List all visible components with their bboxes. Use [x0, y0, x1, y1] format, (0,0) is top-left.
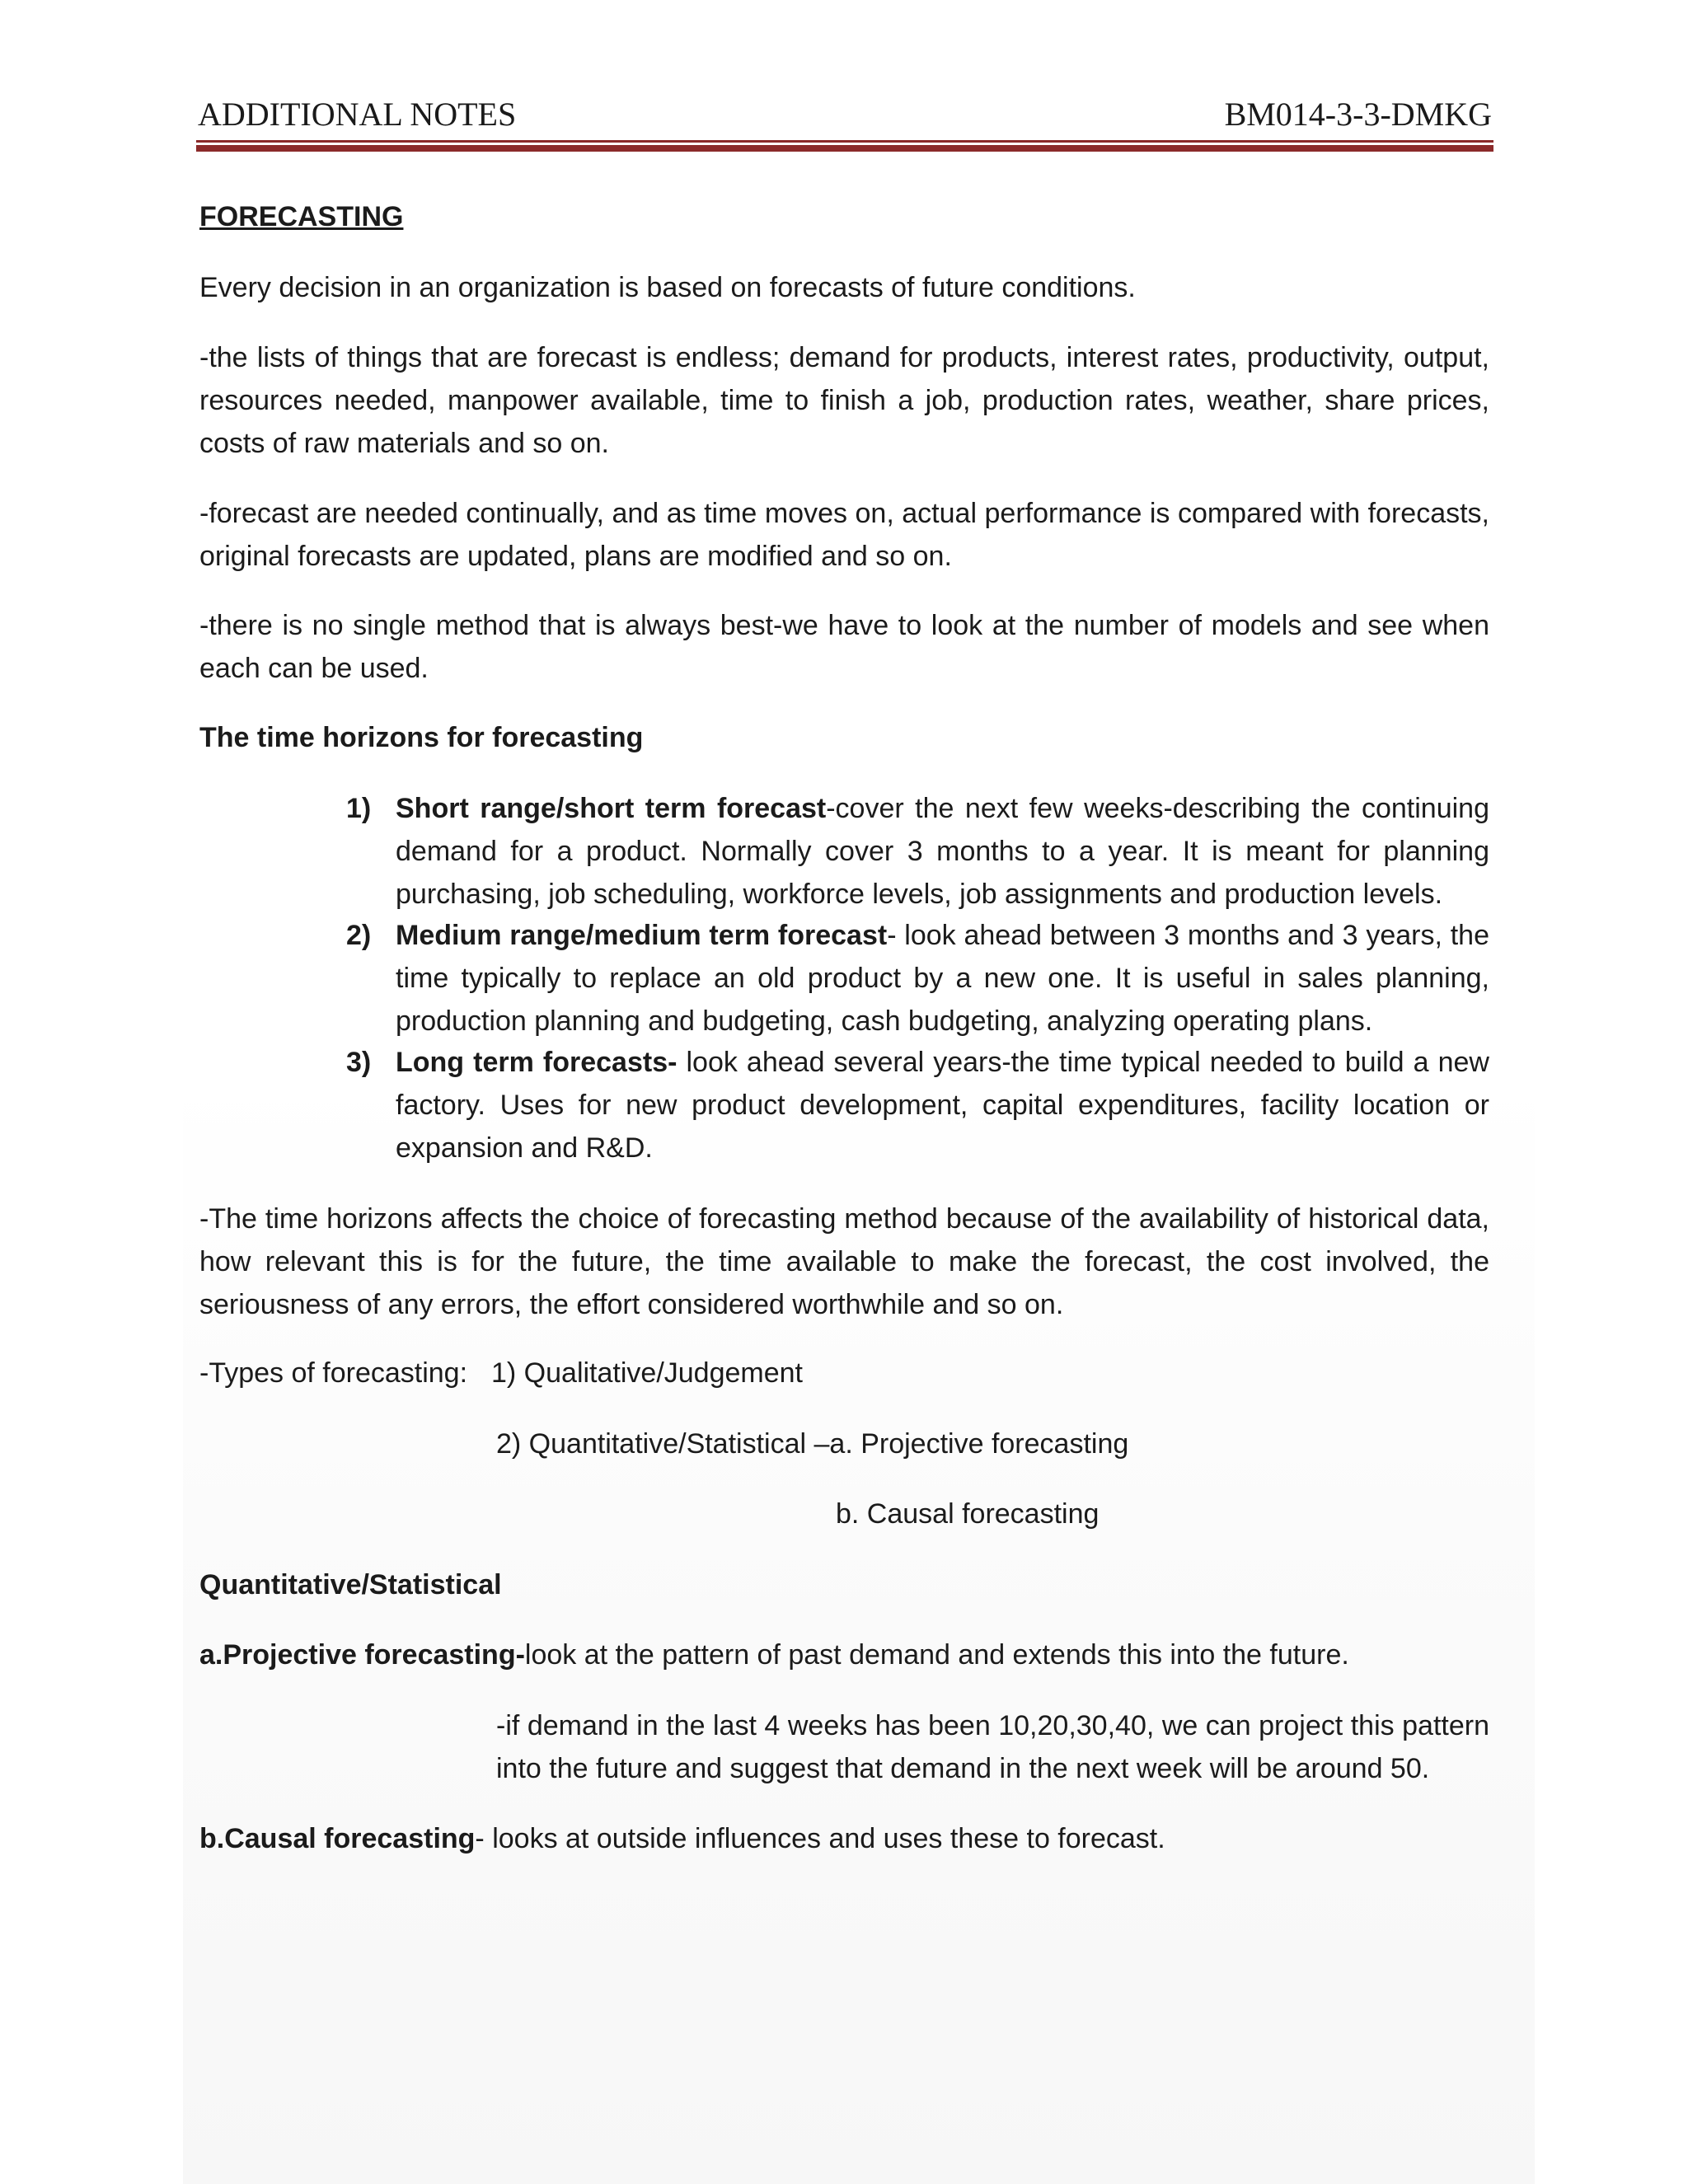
list-number: 3) — [346, 1047, 372, 1078]
horizon-item-short — [346, 787, 1489, 916]
list-number: 2) — [346, 920, 372, 951]
types-qualitative: 1) Qualitative/Judgement — [491, 1357, 803, 1389]
causal-text: - looks at outside influences and uses these to forecast. — [475, 1823, 1165, 1854]
types-causal: b. Causal forecasting — [836, 1498, 1100, 1530]
horizon-text: -cover the next few weeks-describing the continuing demand for a product. Normally cover 3 months to a year. It is meant for planning purchasing, job scheduling, workforce levels, job assignments and production levels. — [396, 793, 1489, 910]
horizon-item-medium — [346, 914, 1489, 1043]
projective-paragraph — [199, 1633, 1489, 1676]
projective-text: look at the pattern of past demand and extends this into the future. — [524, 1639, 1349, 1671]
paragraph-no-single-method: -there is no single method that is always best-we have to look at the number of models and see when each can be used. — [199, 610, 1489, 684]
horizon-term: Medium range/medium term forecast — [396, 920, 888, 951]
header-left: ADDITIONAL NOTES — [198, 96, 517, 133]
horizon-text: look ahead several years-the time typical needed to build a new factory. Uses for new product development, capital expenditures, facility location or expansion and R&D. — [396, 1047, 1489, 1164]
horizon-item-long — [346, 1041, 1489, 1169]
horizon-term: Short range/short term forecast — [396, 793, 827, 824]
types-quantitative: 2) Quantitative/Statistical –a. Projective forecasting — [496, 1428, 1129, 1460]
quantitative-heading: Quantitative/Statistical — [199, 1569, 502, 1601]
header-right: BM014-3-3-DMKG — [1224, 96, 1492, 133]
header-rule-thin — [196, 140, 1493, 143]
paragraph-forecast-list: -the lists of things that are forecast is endless; demand for products, interest rates, productivity, output, resources needed, manpower available, time to finish a job, production rates, weather, share prices, costs of raw materials and so on. — [199, 342, 1489, 459]
intro-paragraph: Every decision in an organization is based on forecasts of future conditions. — [199, 272, 1136, 303]
document-title: FORECASTING — [199, 201, 404, 232]
paragraph-continual: -forecast are needed continually, and as time moves on, actual performance is compared with forecasts, original forecasts are updated, plans are modified and so on. — [199, 498, 1489, 572]
list-number: 1) — [346, 793, 372, 824]
horizon-text: - look ahead between 3 months and 3 years, the time typically to replace an old product by a new one. It is useful in sales planning, production planning and budgeting, cash budgeting, analyzing operating plans. — [396, 920, 1489, 1037]
paragraph-time-horizons: -The time horizons affects the choice of forecasting method because of the availability of historical data, how relevant this is for the future, the time available to make the forecast, the cost involved, the seriousness of any errors, the effort considered worthwhile and so on. — [199, 1203, 1489, 1320]
causal-term: b.Causal forecasting — [199, 1823, 476, 1854]
types-label: -Types of forecasting: — [199, 1357, 468, 1389]
horizons-heading: The time horizons for forecasting — [199, 722, 644, 753]
page-header — [198, 95, 1492, 143]
causal-paragraph — [199, 1817, 1489, 1860]
projective-example: -if demand in the last 4 weeks has been 10,20,30,40, we can project this pattern into the future and suggest that demand in the next week will be around 50. — [496, 1710, 1489, 1784]
horizon-term: Long term forecasts- — [396, 1047, 678, 1078]
projective-term: a.Projective forecasting- — [199, 1639, 525, 1671]
header-rule-thick — [196, 145, 1493, 152]
